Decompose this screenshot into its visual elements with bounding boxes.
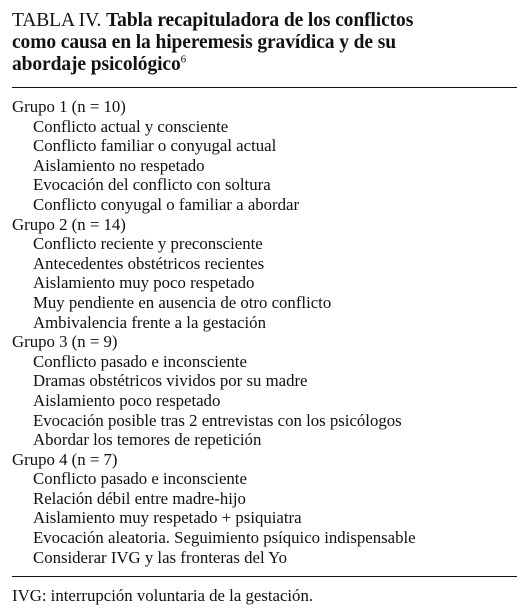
- list-item: Conflicto familiar o conyugal actual: [33, 136, 277, 156]
- top-rule: [12, 87, 517, 88]
- list-item: Conflicto actual y consciente: [33, 116, 229, 136]
- list-item: Conflicto pasado e inconsciente: [33, 469, 247, 489]
- group-title: Grupo 4 (n = 7): [12, 449, 118, 469]
- group-2: [12, 215, 517, 333]
- list-item: Conflicto reciente y preconsciente: [33, 234, 263, 254]
- group-1: [12, 97, 517, 215]
- list-item: Evocación del conflicto con soltura: [33, 175, 271, 195]
- list-item: Conflicto pasado e inconsciente: [33, 351, 247, 371]
- table-footnote: IVG: interrupción voluntaria de la gestación.: [12, 586, 314, 606]
- reference-superscript: 6: [180, 53, 187, 66]
- list-item: Ambivalencia frente a la gestación: [33, 312, 266, 332]
- list-item: Evocación posible tras 2 entrevistas con los psicólogos: [33, 410, 402, 430]
- list-item: Conflicto conyugal o familiar a abordar: [33, 194, 300, 214]
- list-item: Antecedentes obstétricos recientes: [33, 253, 265, 273]
- group-title: Grupo 1 (n = 10): [12, 97, 126, 116]
- list-item: Aislamiento muy poco respetado: [33, 273, 255, 293]
- list-item: Aislamiento no respetado: [33, 155, 205, 175]
- list-item: Relación débil entre madre-hijo: [33, 488, 246, 508]
- table-title-line-3: abordaje psicológico: [12, 54, 181, 75]
- list-item: Evocación aleatoria. Seguimiento psíquico indispensable: [33, 528, 416, 548]
- group-title: Grupo 2 (n = 14): [12, 214, 126, 234]
- group-3: [12, 332, 517, 450]
- list-item: Considerar IVG y las fronteras del Yo: [33, 547, 288, 567]
- table-title-line-1: Tabla recapituladora de los conflictos: [106, 10, 414, 31]
- table-caption: [12, 10, 517, 76]
- list-item: Dramas obstétricos vividos por su madre: [33, 371, 308, 391]
- list-item: Abordar los temores de repetición: [33, 430, 262, 450]
- bottom-rule: [12, 576, 517, 577]
- table-body: [12, 97, 517, 567]
- list-item: Aislamiento poco respetado: [33, 390, 221, 410]
- table-number: TABLA IV.: [12, 10, 102, 31]
- group-4: [12, 450, 517, 568]
- group-title: Grupo 3 (n = 9): [12, 332, 118, 352]
- list-item: Aislamiento muy respetado + psiquiatra: [33, 508, 302, 528]
- list-item: Muy pendiente en ausencia de otro conflicto: [33, 292, 332, 312]
- table-title-line-2: como causa en la hiperemesis gravídica y de su: [12, 32, 396, 53]
